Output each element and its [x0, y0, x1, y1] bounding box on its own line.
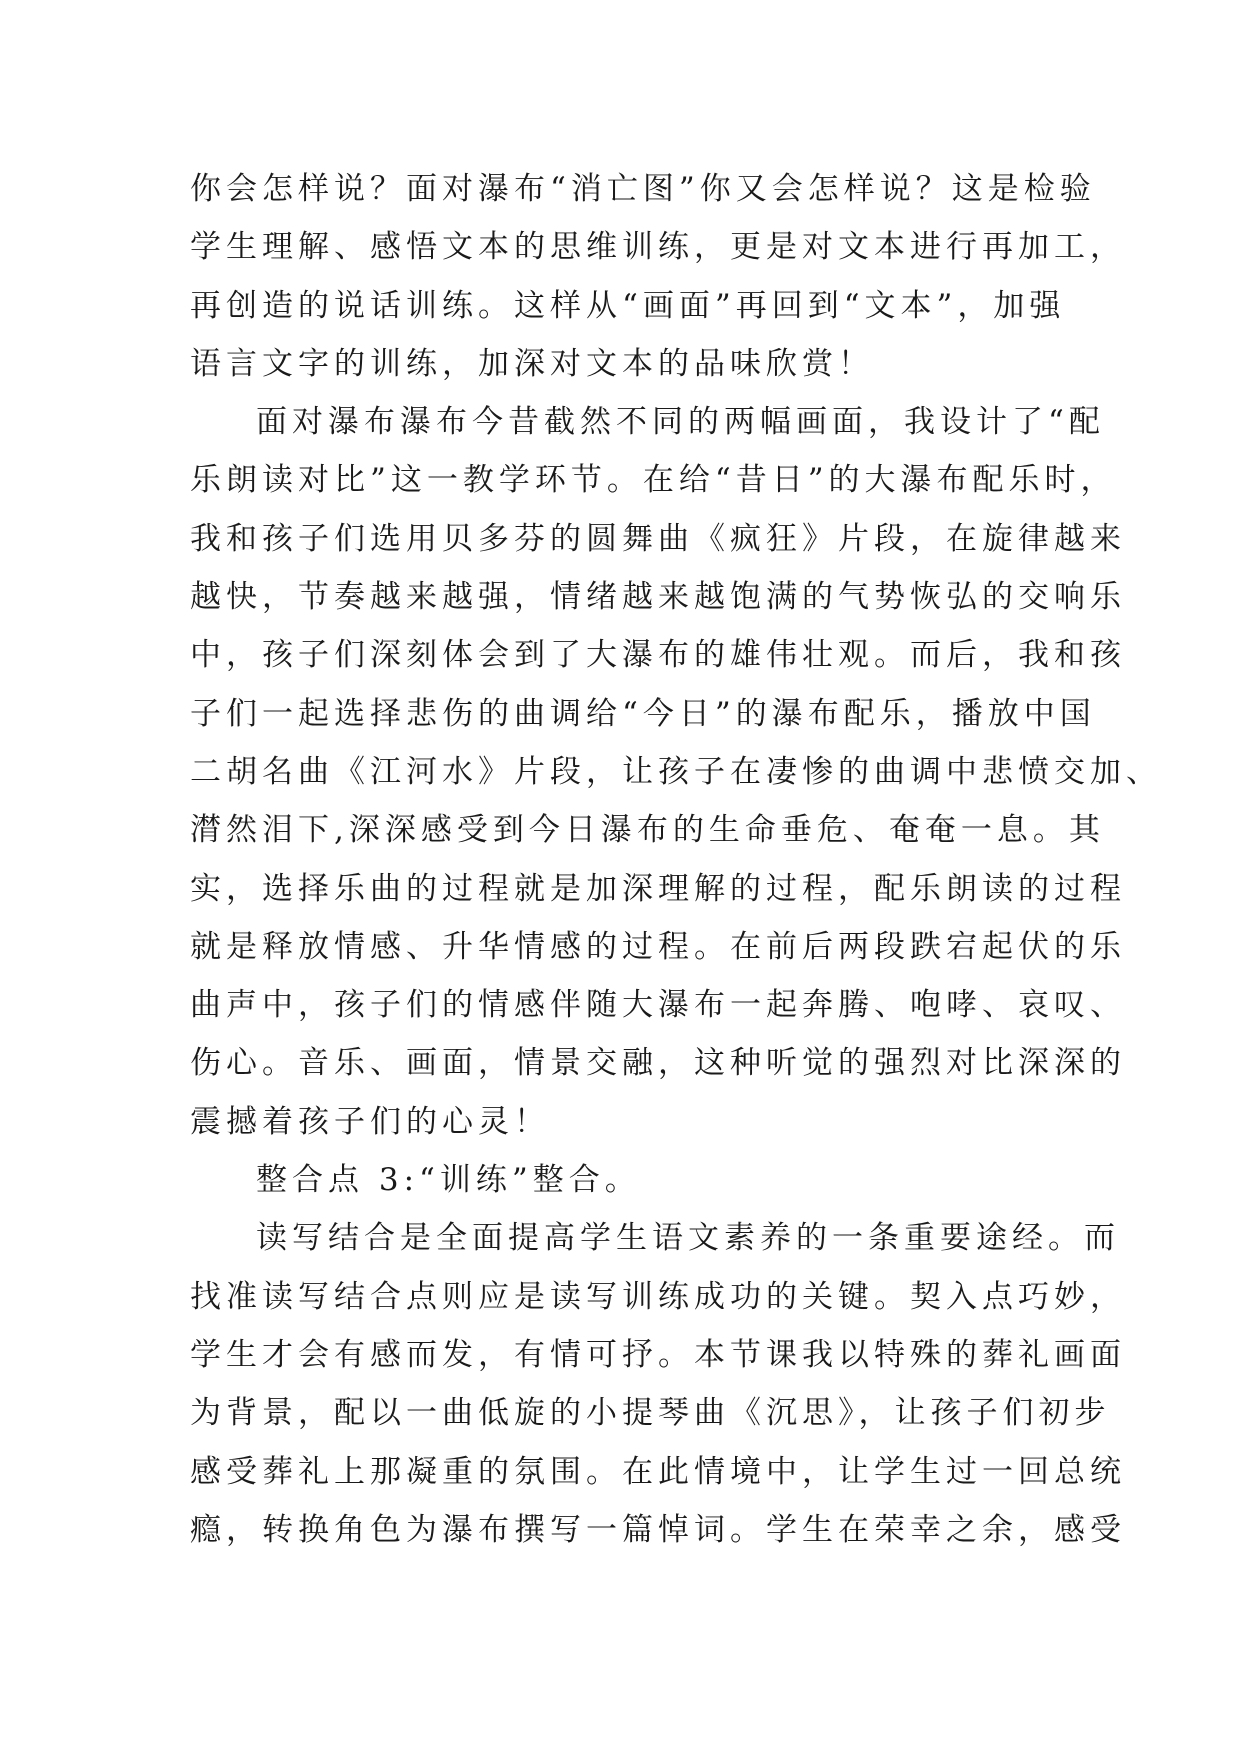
text-line: 越快，节奏越来越强，情绪越来越饱满的气势恢弘的交响乐 — [190, 579, 1126, 616]
text-line: 震撼着孩子们的心灵！ — [190, 1103, 550, 1140]
text-line: 学生理解、感悟文本的思维训练，更是对文本进行再加工， — [190, 229, 1126, 266]
text-line: 学生才会有感而发，有情可抒。本节课我以特殊的葬礼画面 — [190, 1336, 1126, 1373]
text-line: 潸然泪下,深深感受到今日瀑布的生命垂危、奄奄一息。其 — [190, 812, 1105, 849]
text-line: 我和孩子们选用贝多芬的圆舞曲《疯狂》片段，在旋律越来 — [190, 520, 1126, 557]
text-line: 整合点 3:“训练”整合。 — [256, 1162, 641, 1199]
text-line: 语言文字的训练，加深对文本的品味欣赏！ — [190, 345, 874, 382]
text-line: 乐朗读对比”这一教学环节。在给“昔日”的大瀑布配乐时， — [190, 462, 1117, 499]
text-line: 子们一起选择悲伤的曲调给“今日”的瀑布配乐，播放中国 — [190, 695, 1096, 732]
body-text — [190, 160, 1162, 1559]
text-line: 再创造的说话训练。这样从“画面”再回到“文本”，加强 — [190, 287, 1066, 324]
text-line: 面对瀑布瀑布今昔截然不同的两幅画面，我设计了“配 — [256, 404, 1105, 441]
text-line: 感受葬礼上那凝重的氛围。在此情境中，让学生过一回总统 — [190, 1453, 1126, 1490]
text-line: 就是释放情感、升华情感的过程。在前后两段跌宕起伏的乐 — [190, 928, 1126, 965]
text-line: 曲声中，孩子们的情感伴随大瀑布一起奔腾、咆哮、哀叹、 — [190, 987, 1126, 1024]
text-line: 伤心。音乐、画面，情景交融，这种听觉的强烈对比深深的 — [190, 1045, 1126, 1082]
text-line: 为背景，配以一曲低旋的小提琴曲《沉思》，让孩子们初步 — [190, 1395, 1111, 1432]
text-line: 瘾，转换角色为瀑布撰写一篇悼词。学生在荣幸之余，感受 — [190, 1511, 1126, 1548]
text-line: 二胡名曲《江河水》片段，让孩子在凄惨的曲调中悲愤交加、 — [190, 753, 1162, 790]
text-line: 你会怎样说？面对瀑布“消亡图”你又会怎样说？这是检验 — [190, 171, 1096, 207]
text-line: 中，孩子们深刻体会到了大瀑布的雄伟壮观。而后，我和孩 — [190, 637, 1126, 674]
text-line: 找准读写结合点则应是读写训练成功的关键。契入点巧妙， — [190, 1278, 1126, 1315]
text-line: 实，选择乐曲的过程就是加深理解的过程，配乐朗读的过程 — [190, 870, 1126, 907]
text-line: 读写结合是全面提高学生语文素养的一条重要途经。而 — [256, 1220, 1120, 1257]
